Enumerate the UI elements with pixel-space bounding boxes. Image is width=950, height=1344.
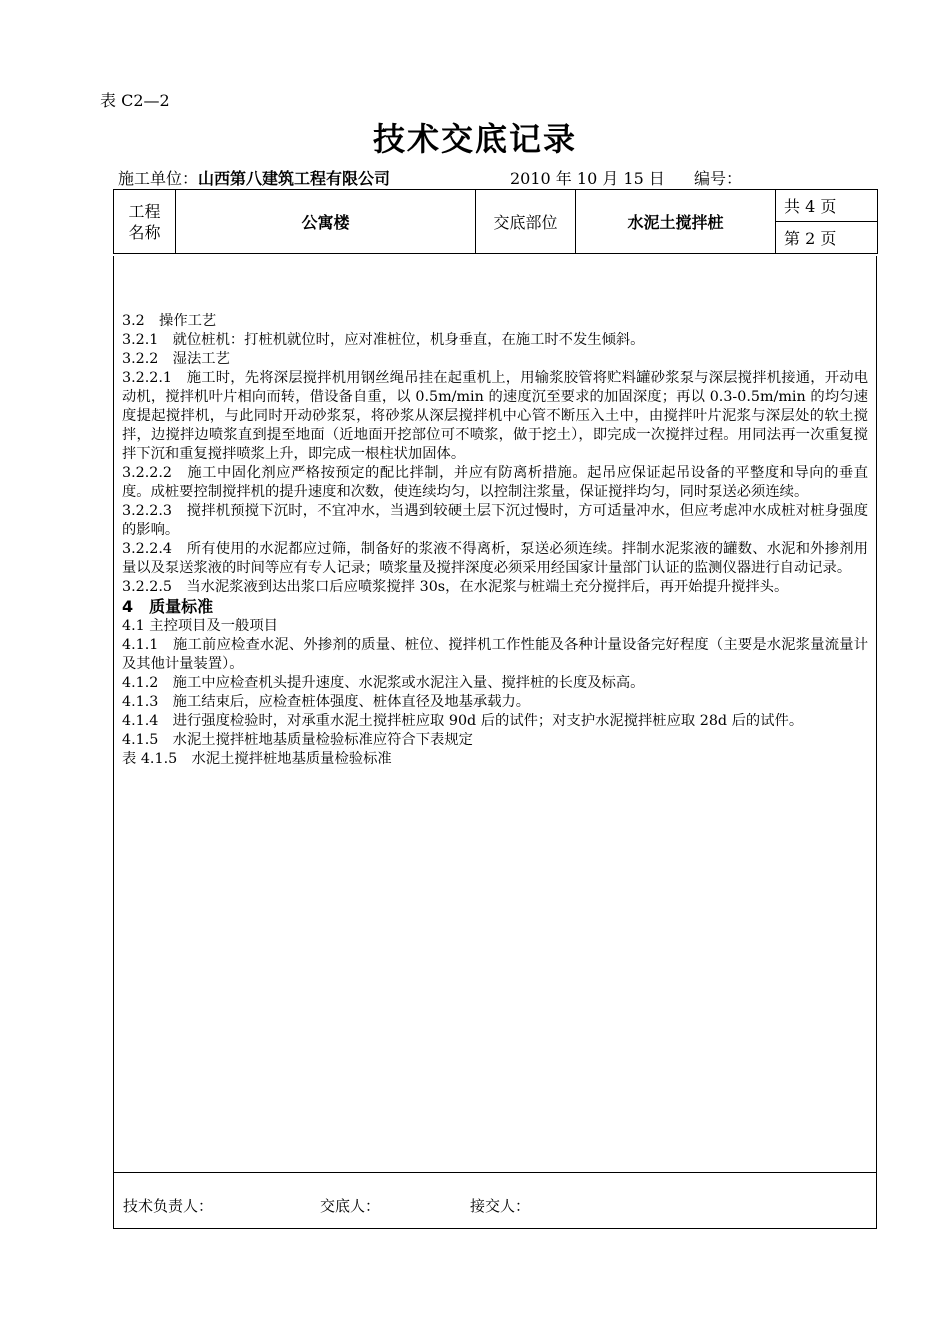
receiver-label: 接交人：	[470, 1197, 531, 1215]
part-label: 交底部位	[476, 190, 576, 254]
serial-label: 编号：	[694, 169, 743, 188]
project-name: 公寓楼	[176, 190, 476, 254]
paragraph: 3.2.2.1 施工时，先将深层搅拌机用钢丝绳吊挂在起重机上，用输浆胶管将贮料罐砂浆泵与深层搅拌机接通，开动电动机，搅拌机叶片相向而转，借设备自重，以 0.5m/min 的速度沉至要求的加固深度；再以 0.3-0.5m/min 的均匀速度提起搅拌机，与此同时开动砂浆泵，将砂浆从深层搅拌机中心管不断压入土中，由搅拌叶片泥浆与深层处的软土搅拌，边搅拌边喷浆直到提至地面（近地面开挖部位可不喷浆，做于挖土），即完成一次搅拌过程。用同法再一次重复搅拌下沉和重复搅拌喷浆上升，即完成一根柱状加固体。	[122, 370, 868, 462]
paragraph: 3.2 操作工艺	[122, 313, 217, 329]
project-label: 工程名称	[114, 190, 176, 254]
form-code: 表 C2—2	[100, 91, 170, 110]
paragraph: 4.1.1 施工前应检查水泥、外掺剂的质量、桩位、搅拌机工作性能及各种计量设备完好程度（主要是水泥浆量流量计及其他计量装置）。	[122, 637, 868, 672]
paragraph: 3.2.2.4 所有使用的水泥都应过筛，制备好的浆液不得离析，泵送必须连续。拌制水泥浆液的罐数、水泥和外掺剂用量以及泵送浆液的时间等应有专人记录；喷浆量及搅拌深度必须采用经国家计量部门认证的监测仪器进行自动记录。	[122, 541, 868, 576]
page-number: 第 2 页	[776, 222, 878, 254]
table-caption: 表 4.1.5 水泥土搅拌桩地基质量检验标准	[122, 751, 392, 767]
paragraph: 4.1 主控项目及一般项目	[122, 618, 278, 634]
paragraph: 4.1.3 施工结束后，应检查桩体强度、桩体直径及地基承载力。	[122, 694, 531, 710]
paragraph: 4.1.2 施工中应检查机头提升速度、水泥浆或水泥注入量、搅拌桩的长度及标高。	[122, 675, 645, 691]
paragraph: 3.2.2.3 搅拌机预搅下沉时，不宜冲水，当遇到较硬土层下沉过慢时，方可适量冲水，但应考虑冲水成桩对桩身强度的影响。	[122, 503, 868, 538]
presenter-label: 交底人：	[320, 1197, 381, 1215]
org-name: 山西第八建筑工程有限公司	[198, 169, 391, 188]
paragraph: 3.2.2.2 施工中固化剂应严格按预定的配比拌制，并应有防离析措施。起吊应保证起吊设备的平整度和导向的垂直度。成桩要控制搅拌机的提升速度和次数，使连续均匀，以控制注浆量，保证搅拌均匀，同时泵送必须连续。	[122, 465, 868, 500]
total-pages: 共 4 页	[776, 190, 878, 222]
section-heading: 4 质量标准	[122, 597, 214, 616]
part-name: 水泥土搅拌桩	[576, 190, 776, 254]
tech-lead-label: 技术负责人：	[123, 1197, 214, 1215]
header-table	[113, 189, 878, 254]
page-title: 技术交底记录	[372, 120, 577, 158]
meta-line	[118, 166, 743, 189]
date: 2010 年 10 月 15 日	[510, 169, 665, 188]
content-body	[122, 312, 868, 769]
paragraph: 3.2.2 湿法工艺	[122, 351, 230, 367]
paragraph: 4.1.5 水泥土搅拌桩地基质量检验标准应符合下表规定	[122, 732, 473, 748]
signature-row	[113, 1172, 877, 1229]
org-label: 施工单位：	[118, 169, 199, 188]
paragraph: 3.2.2.5 当水泥浆液到达出浆口后应喷浆搅拌 30s，在水泥浆与桩端土充分搅拌后，再开始提升搅拌头。	[122, 579, 789, 595]
paragraph: 3.2.1 就位桩机：打桩机就位时，应对准桩位，机身垂直，在施工时不发生倾斜。	[122, 332, 645, 348]
paragraph: 4.1.4 进行强度检验时，对承重水泥土搅拌桩应取 90d 后的试件；对支护水泥搅拌桩应取 28d 后的试件。	[122, 713, 804, 729]
